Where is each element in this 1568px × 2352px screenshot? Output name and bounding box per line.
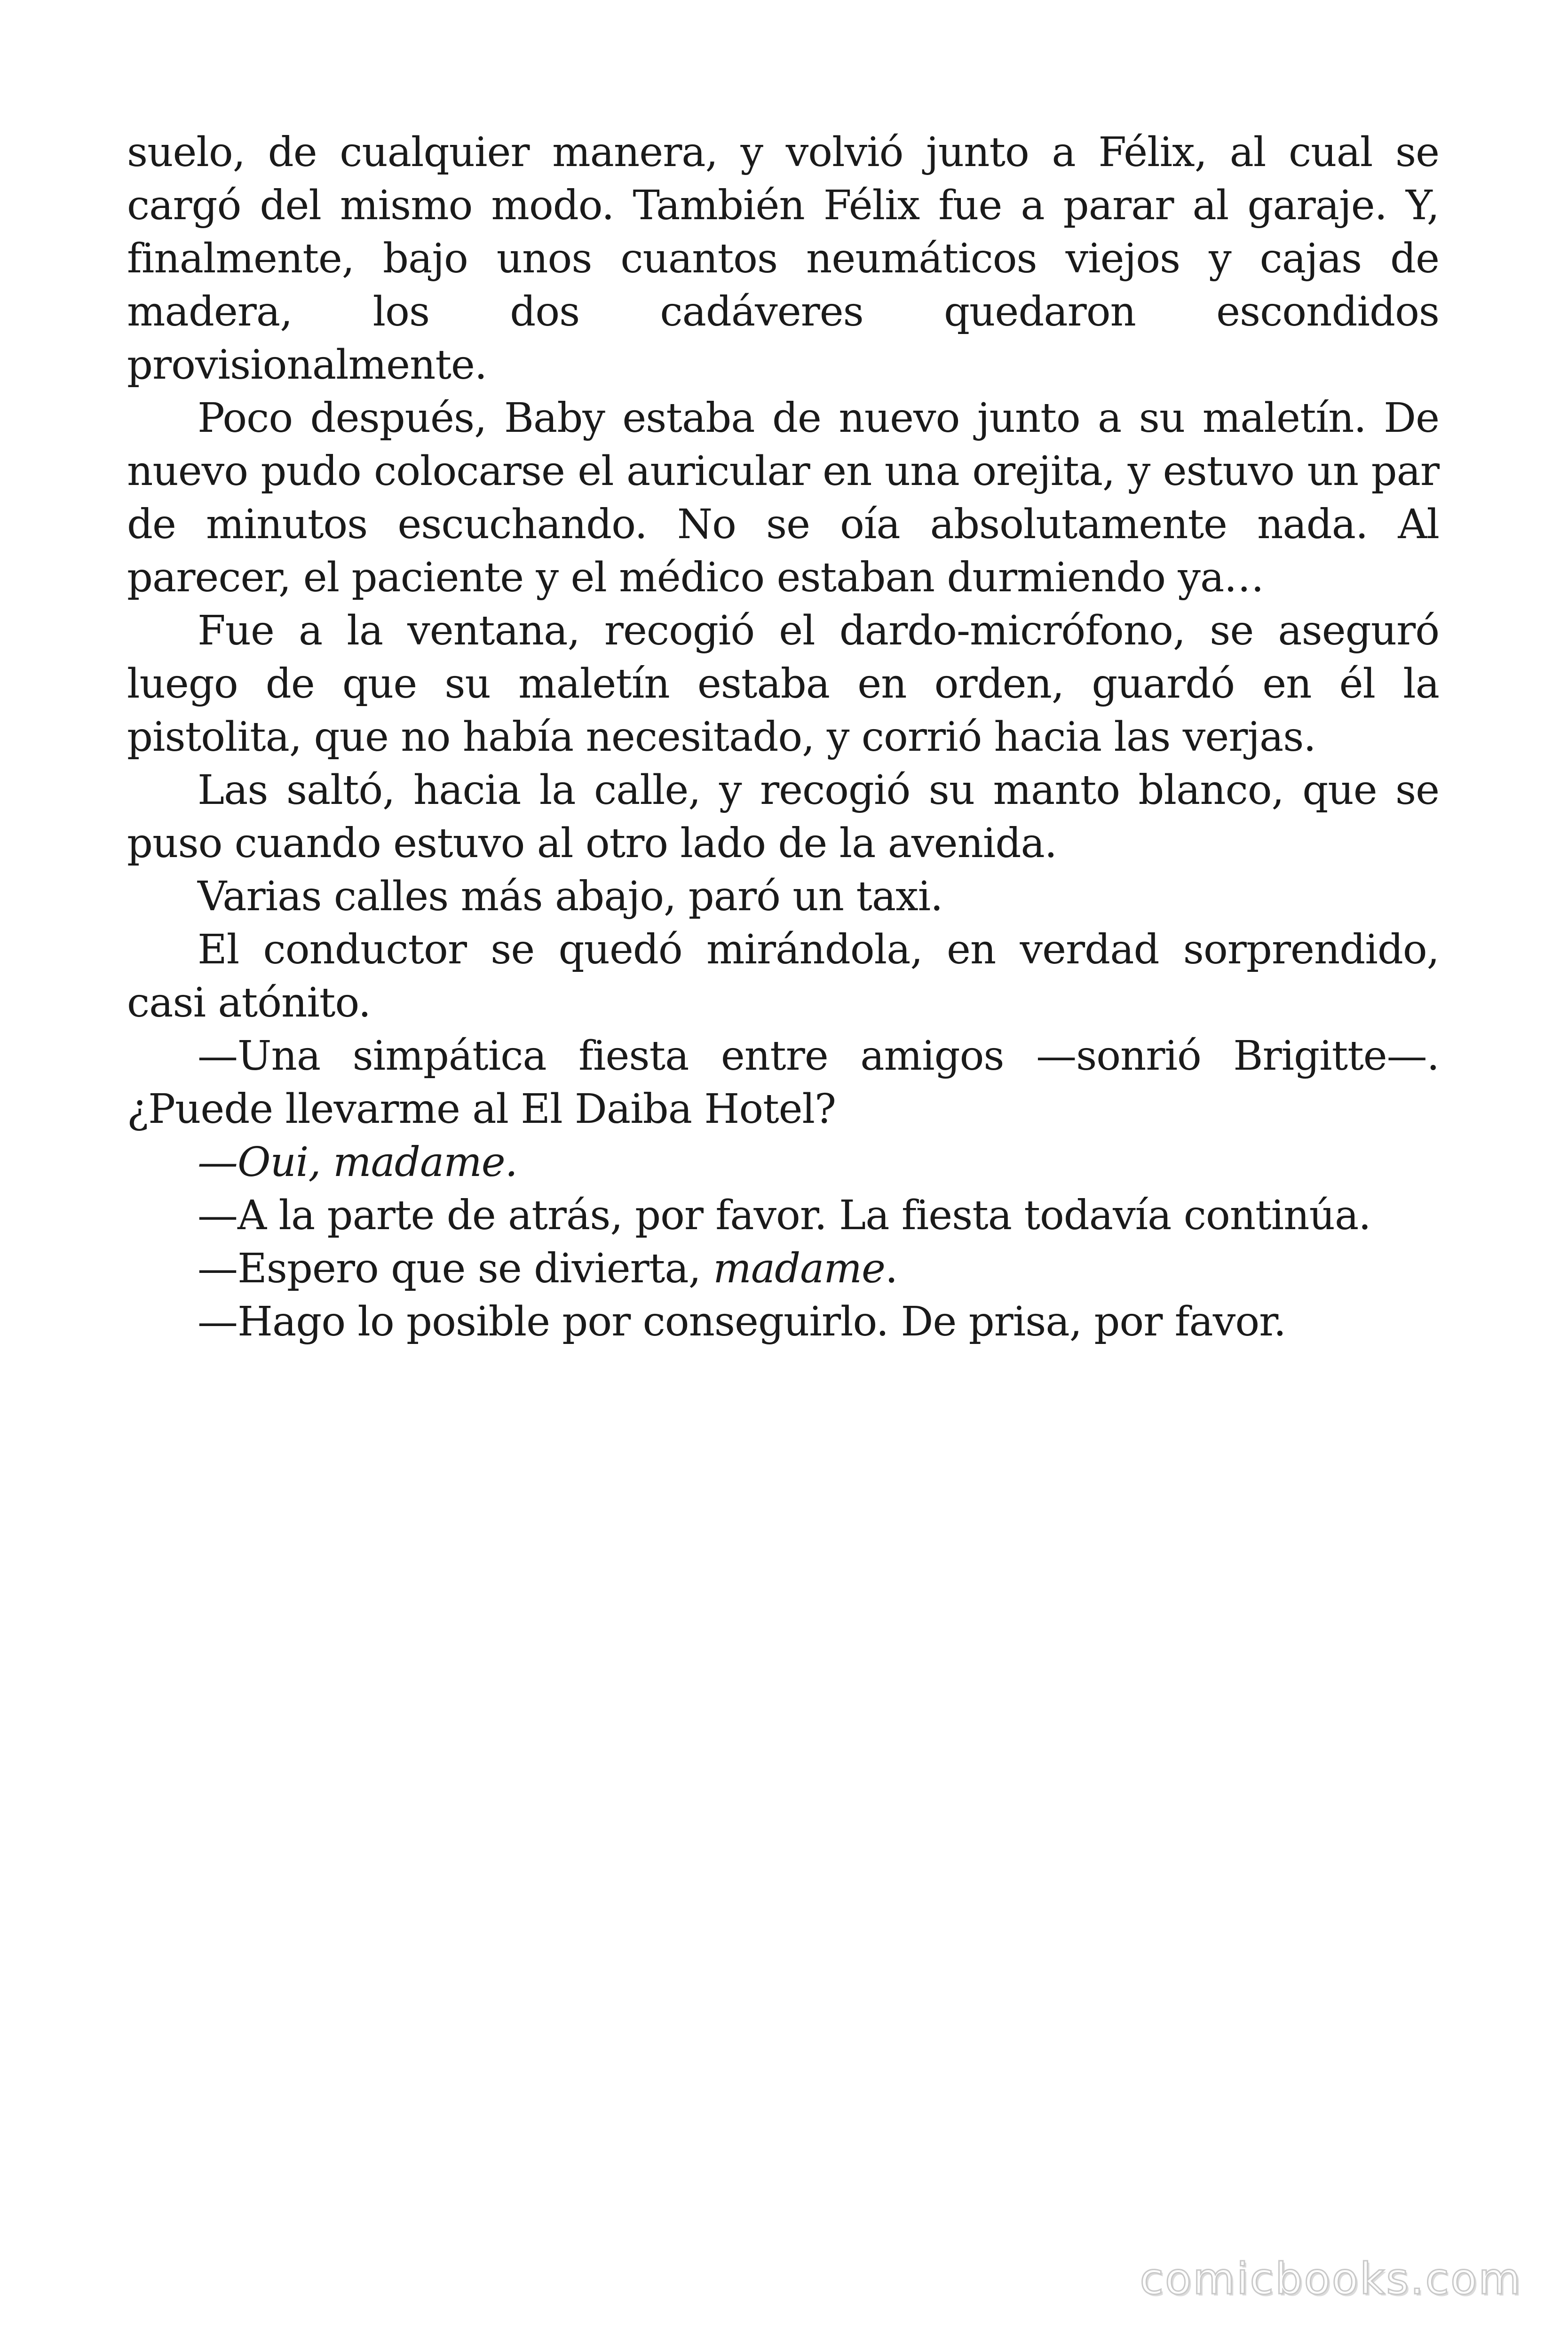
paragraph-5: Varias calles más abajo, paró un taxi. — [198, 873, 943, 920]
paragraph-6: El conductor se quedó mirándola, en verdad sorprendido, casi atónito. — [127, 926, 1439, 1026]
paragraph-2: Poco después, Baby estaba de nuevo junto a su maletín. De nuevo pudo colocarse el auricular en una orejita, y estuvo un par de minutos escuchando. No se oía absolutamente nada. Al parecer, el paciente y el médico estaban durmiendo ya… — [127, 395, 1439, 601]
paragraph-11-dialogue: —Hago lo posible por conseguirlo. De prisa, por favor. — [198, 1298, 1286, 1345]
italic-word: madame — [713, 1245, 885, 1292]
italic-dialogue: —Oui, madame. — [198, 1139, 517, 1186]
paragraph-1: suelo, de cualquier manera, y volvió junto a Félix, al cual se cargó del mismo modo. También Félix fue a parar al garaje. Y, finalmente, bajo unos cuantos neumáticos viejos y cajas de madera, los dos cadáveres quedaron escondidos provisionalmente. — [127, 129, 1439, 389]
paragraph-8-dialogue — [127, 1136, 1439, 1189]
paragraph-10-dialogue — [127, 1242, 1439, 1295]
dialogue-text: —Espero que se divierta, — [198, 1245, 713, 1292]
paragraph-4: Las saltó, hacia la calle, y recogió su manto blanco, que se puso cuando estuvo al otro lado de la avenida. — [127, 767, 1439, 867]
body-text — [127, 126, 1439, 1349]
paragraph-9-dialogue: —A la parte de atrás, por favor. La fiesta todavía continúa. — [198, 1192, 1371, 1239]
dialogue-punctuation: . — [885, 1245, 898, 1292]
paragraph-7-dialogue: —Una simpática fiesta entre amigos —sonrió Brigitte—. ¿Puede llevarme al El Daiba Hotel? — [127, 1033, 1439, 1133]
paragraph-3: Fue a la ventana, recogió el dardo-micrófono, se aseguró luego de que su maletín estaba en orden, guardó en él la pistolita, que no había necesitado, y corrió hacia las verjas. — [127, 607, 1439, 761]
watermark-logo: comicbooks.com — [1140, 2254, 1522, 2304]
